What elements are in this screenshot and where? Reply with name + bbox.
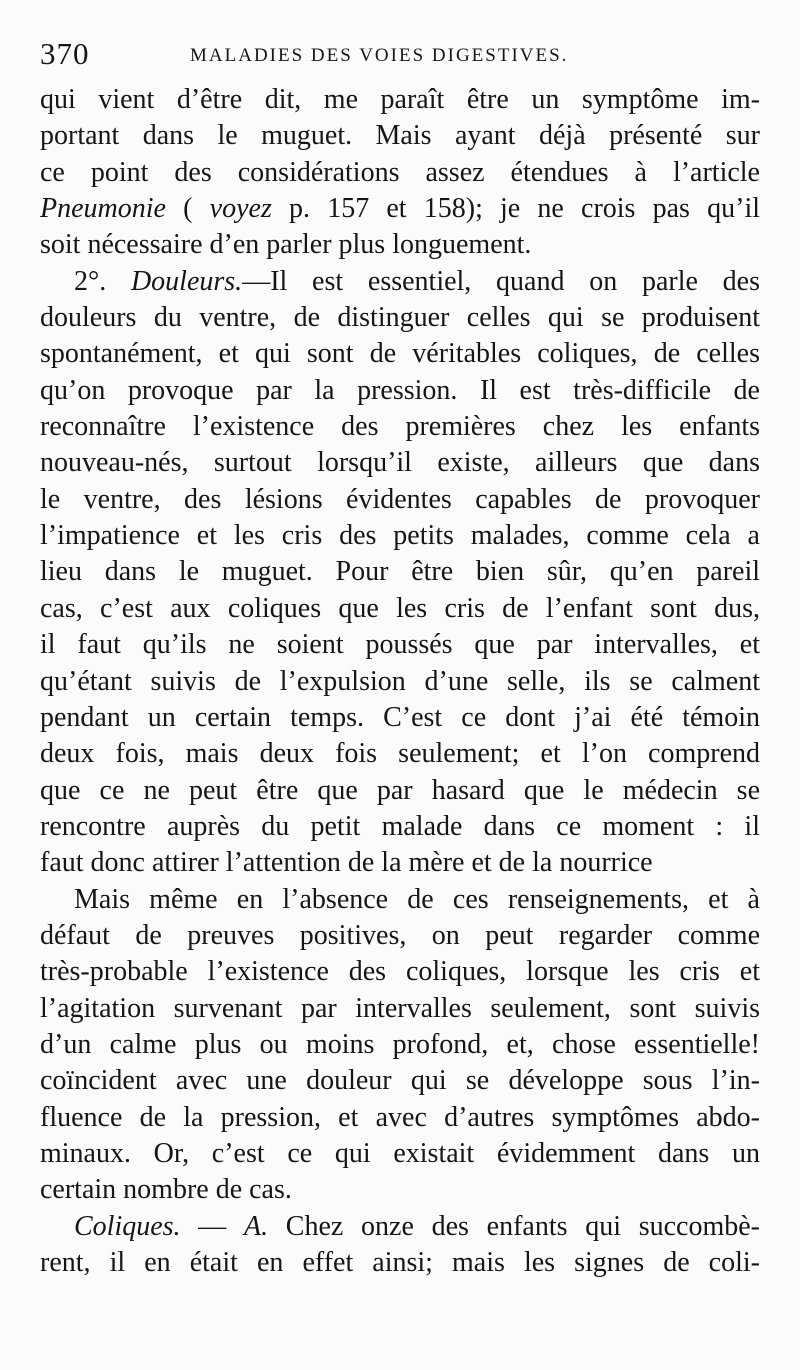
text-line: ce point des considérations assez étendues à l’article [40, 156, 760, 188]
text-line: deux fois, mais deux fois seulement; et l’on comprend [40, 738, 760, 770]
text-line: l’agitation survenant par intervalles seulement, sont suivis [40, 992, 760, 1024]
text-line: Mais même en l’absence de ces renseignements, et à [74, 883, 760, 915]
text-line [40, 1209, 760, 1245]
text-fragment: Chez onze des enfants qui succombè- [268, 1210, 760, 1242]
subsection-letter: A. [243, 1210, 269, 1242]
text-fragment: — [180, 1210, 244, 1242]
text-line: portant dans le muguet. Mais ayant déjà présenté sur [40, 120, 760, 152]
section-number: 2°. [74, 265, 131, 297]
text-line: le ventre, des lésions évidentes capables de provoquer [40, 483, 760, 515]
page-header [40, 36, 760, 76]
text-line: certain nombre de cas. [40, 1174, 292, 1206]
text-line: qu’on provoque par la pression. Il est très-difficile de [40, 374, 760, 406]
text-line: rencontre auprès du petit malade dans ce moment : il [40, 810, 760, 842]
text-line [40, 264, 760, 300]
text-line: faut donc attirer l’attention de la mère et de la nourrice [40, 847, 653, 879]
text-line: reconnaître l’existence des premières chez les enfants [40, 411, 760, 443]
text-line: qui vient d’être dit, me paraît être un symptôme im- [40, 84, 760, 115]
text-line: soit nécessaire d’en parler plus longuement. [40, 229, 532, 261]
text-line: l’impatience et les cris des petits malades, comme cela a [40, 520, 760, 552]
text-line: pendant un certain temps. C’est ce dont j’ai été témoin [40, 701, 760, 733]
text-line: nouveau-nés, surtout lorsqu’il existe, ailleurs que dans [40, 447, 760, 479]
text-line: fluence de la pression, et avec d’autres symptômes abdo- [40, 1101, 760, 1133]
text-line: que ce ne peut être que par hasard que le médecin se [40, 774, 760, 806]
italic-term-pneumonie: Pneumonie [40, 193, 166, 225]
section-heading-douleurs: Douleurs. [130, 265, 243, 297]
text-line: très-probable l’existence des coliques, lorsque les cris et [40, 956, 760, 988]
running-title: MALADIES DES VOIES DIGESTIVES. [190, 45, 569, 66]
section-heading-coliques: Coliques. [74, 1210, 181, 1242]
body-text [40, 82, 760, 1281]
text-line: rent, il en était en effet ainsi; mais les signes de coli- [40, 1247, 760, 1278]
text-fragment: —Il est essentiel, quand on parle des [242, 265, 760, 297]
text-line: qu’étant suivis de l’expulsion d’une selle, ils se calment [40, 665, 760, 697]
text-line: coïncident avec une douleur qui se développe sous l’in- [40, 1065, 760, 1097]
text-fragment: p. 157 et 158); je ne crois pas qu’il [271, 193, 760, 225]
italic-term-voyez: voyez [209, 193, 272, 225]
text-fragment: ( [165, 193, 210, 225]
text-line [40, 191, 760, 227]
text-line: douleurs du ventre, de distinguer celles qui se produisent [40, 302, 760, 334]
text-line: minaux. Or, c’est ce qui existait évidemment dans un [40, 1137, 760, 1169]
text-line: cas, c’est aux coliques que les cris de l’enfant sont dus, [40, 592, 760, 624]
page-number: 370 [40, 36, 90, 71]
text-line: défaut de preuves positives, on peut regarder comme [40, 919, 760, 951]
text-line: il faut qu’ils ne soient poussés que par intervalles, et [40, 629, 760, 661]
text-line: d’un calme plus ou moins profond, et, chose essentielle! [40, 1028, 760, 1060]
text-line: lieu dans le muguet. Pour être bien sûr, qu’en pareil [40, 556, 760, 588]
text-line: spontanément, et qui sont de véritables coliques, de celles [40, 338, 760, 370]
